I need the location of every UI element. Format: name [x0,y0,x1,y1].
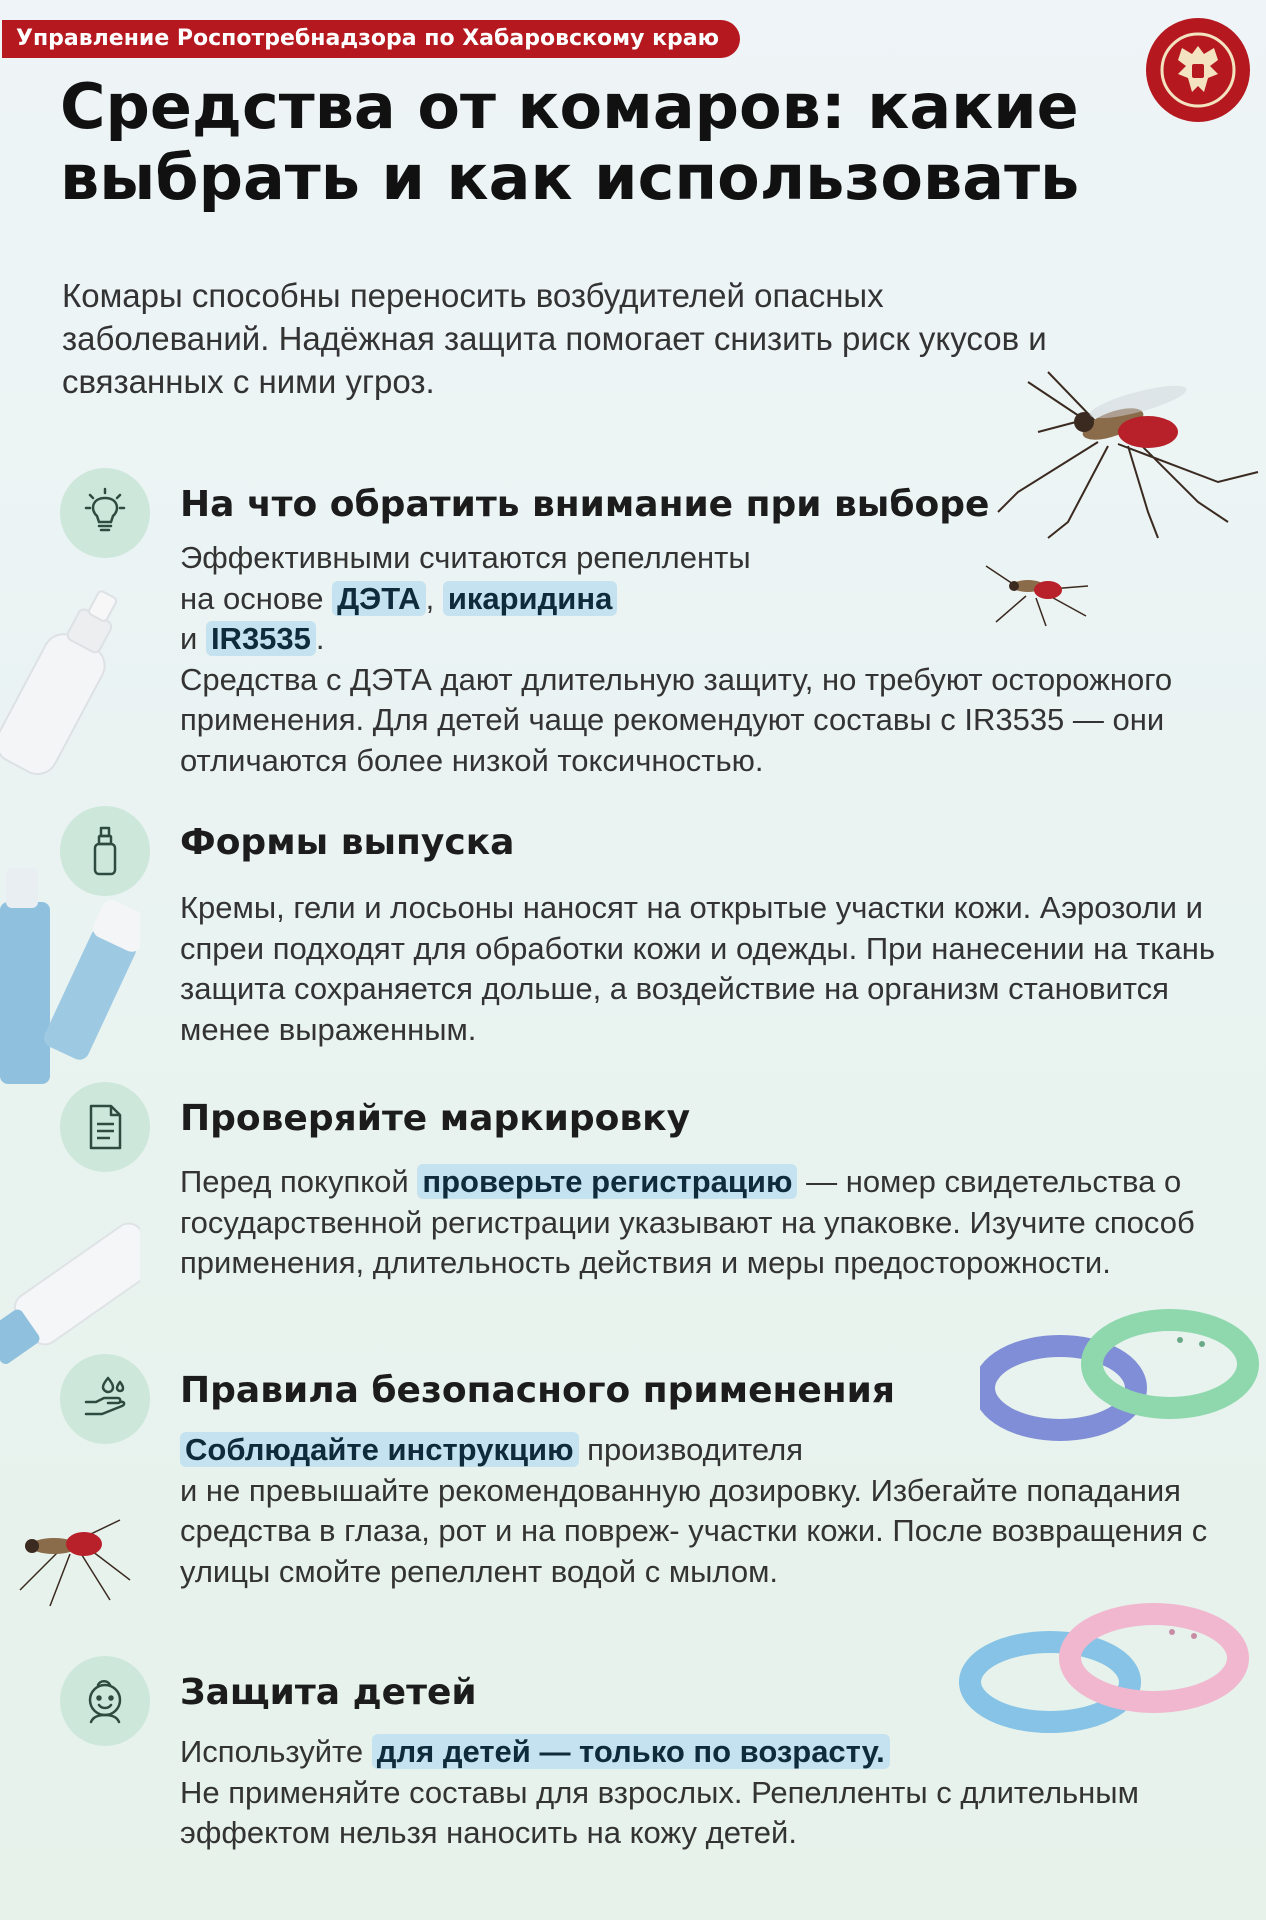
text-fragment: Используйте [180,1734,372,1769]
title-line-2: выбрать и как использовать [60,140,1080,214]
section-safe-use [60,1354,1240,1644]
hand-drops-icon [78,1372,132,1426]
section-title: На что обратить внимание при выборе [180,484,990,525]
text-fragment: — номер свидетельства о государственной регистрации указывают на упаковке. Изучите способ применения, длительность действия и меры предосторожности. [180,1164,1195,1280]
section-icon-circle [60,806,150,896]
double-headed-eagle-icon [1158,30,1238,110]
text-line: и не превышайте рекомендованную дозировку. Избегайте попадания средства в глаза, рот и на повреж- участки кожи. После возвращения с улицы смойте репеллент водой с мылом. [180,1472,1208,1589]
section-icon-circle [60,1082,150,1172]
spray-bottle-icon [78,824,132,878]
highlight-follow-instructions: Соблюдайте инструкцию [180,1432,579,1467]
text-fragment: и [180,621,206,656]
section-title: Правила безопасного применения [180,1370,895,1411]
text-line: Не применяйте составы для взрослых. Репелленты с длительным эффектом нельзя наносить на кожу детей. [180,1774,1139,1850]
text-line: Средства с ДЭТА дают длительную защиту, но требуют осторожного применения. Для детей чаще рекомендуют составы с IR3535 — они отличаются более низкой токсичностью. [180,661,1173,778]
text-fragment: , [425,580,443,616]
highlight-icaridin: икаридина [443,581,618,616]
section-labeling [60,1082,1240,1332]
section-icon-circle [60,1354,150,1444]
section-title: Проверяйте маркировку [180,1098,691,1139]
child-face-icon [78,1674,132,1728]
highlight-check-registration: проверьте регистрацию [417,1164,797,1199]
section-text [180,1430,1220,1592]
coat-of-arms-emblem [1146,18,1250,122]
section-children [60,1656,1240,1876]
text-fragment: производителя [578,1432,803,1467]
text-line: Эффективными считаются репелленты [180,540,751,575]
section-text [180,1732,1220,1854]
highlight-ir3535: IR3535 [206,621,316,656]
section-icon-circle [60,468,150,558]
text-fragment: . [315,621,325,656]
section-title: Защита детей [180,1672,477,1713]
section-icon-circle [60,1656,150,1746]
highlight-age-appropriate: для детей — только по возрасту. [372,1734,890,1769]
section-title: Формы выпуска [180,822,515,863]
organization-banner: Управление Роспотребнадзора по Хабаровскому краю [2,20,740,58]
highlight-deta: ДЭТА [332,581,426,616]
section-text: Кремы, гели и лосьоны наносят на открытые участки кожи. Аэрозоли и спреи подходят для обработки кожи и одежды. При нанесении на ткань защита сохраняется дольше, а воздействие на организм становится менее выраженным. [180,890,1216,1047]
text-fragment: Перед покупкой [180,1164,418,1199]
lightbulb-icon [78,486,132,540]
text-fragment: на основе [180,580,333,616]
document-icon [78,1100,132,1154]
section-choice [60,468,1240,786]
title-line-1: Средства от комаров: какие [60,70,1079,143]
section-text [180,1162,1220,1284]
section-forms [60,806,1240,1056]
intro-text: Комары способны переносить возбудителей опасных заболеваний. Надёжная защита помогает снизить риск укусов и связанных с ними угроз. [62,277,1047,400]
page-title [60,72,1140,213]
section-text [180,538,1220,781]
